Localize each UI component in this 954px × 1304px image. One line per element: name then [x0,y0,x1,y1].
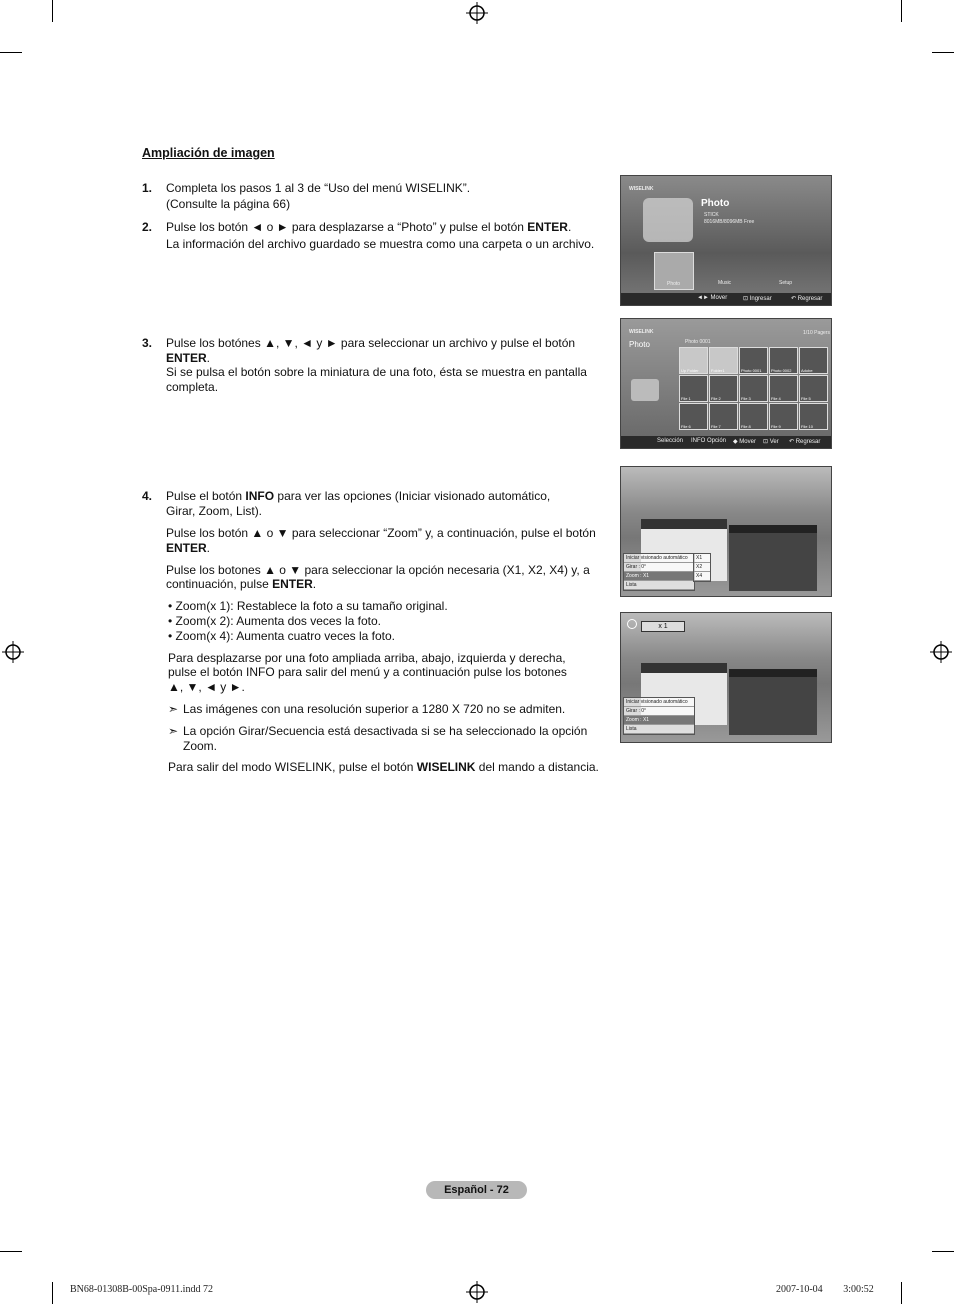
key-name: ENTER [166,351,207,365]
help-enter: ⊡ Ingresar [743,296,772,302]
step-text: Completa los pasos 1 al 3 de “Uso del menú WISELINK”. [166,181,471,195]
thumbnail-tile[interactable] [769,375,798,402]
step-text-part: Pulse el botón [166,489,246,503]
wiselink-logo: WISELINK [629,329,654,335]
house-right [729,525,817,591]
menu-option[interactable]: Lista [624,725,694,734]
thumbnail-tile[interactable] [679,403,708,430]
thumbnail-tile[interactable] [769,347,798,374]
help-bar [621,436,831,448]
menu-option[interactable]: Zoom : X1 [624,572,694,581]
step-text [166,220,571,235]
pan-text: Para desplazarse por una foto ampliada arriba, abajo, izquierda y derecha, [168,651,566,665]
zoom-option[interactable]: X1 [694,554,710,563]
screenshot-wiselink-main [620,175,832,306]
pan-text: ▲, ▼, ◄ y ►. [168,680,245,694]
step-text-part: . [206,541,211,555]
step-number: 3. [142,336,153,350]
crop-mark [0,52,22,53]
help-info: INFO Opción [691,438,727,444]
key-name: WISELINK [416,760,476,774]
menu-option[interactable]: Girar : 0° [624,563,694,572]
step-text: Pulse los botones ▲ o ▼ para seleccionar la opción necesaria (X1, X2, X4) y, a [166,563,590,577]
thumbnail-label: File 10 [801,424,814,429]
screen-title: Photo [701,198,730,209]
house-right [729,669,817,735]
page-indicator: 1/10 Pagers [803,330,830,336]
screenshot-photo-zoom [620,612,832,743]
step-text [166,489,550,504]
thumbnail-tile[interactable] [709,375,738,402]
menu-option[interactable]: Iniciar visionado automático [624,698,694,707]
note-text: La opción Girar/Secuencia está desactivada si se ha seleccionado la opción [183,724,588,738]
note-text: Las imágenes con una resolución superior a 1280 X 720 no se admiten. [183,702,566,716]
crop-mark [932,52,954,53]
registration-mark-icon [930,641,952,663]
crop-mark [901,0,902,22]
step-number: 4. [142,489,153,503]
screenshot-photo-menu [620,466,832,597]
zoom-bullet: • Zoom(x 1): Restablece la foto a su tamaño original. [168,599,448,613]
thumbnail-label: File 9 [771,424,781,429]
crop-mark [932,1251,954,1252]
step-text [166,577,316,592]
info-menu [623,697,695,735]
step-text [166,351,210,366]
thumbnail-tile[interactable] [679,347,708,374]
zoom-indicator: x 1 [641,621,685,632]
thumbnail-label: File 1 [681,396,691,401]
menu-item-label: Setup [779,280,793,286]
key-name: ENTER [272,577,313,591]
step-text-part: . [567,220,572,234]
menu-item-label: Photo [667,281,681,287]
key-name: ENTER [527,220,568,234]
zoom-bullet: • Zoom(x 4): Aumenta cuatro veces la foto. [168,629,395,643]
thumbnail-label: Adobe [801,368,813,373]
menu-option[interactable]: Lista [624,581,694,590]
menu-option[interactable]: Zoom : X1 [624,716,694,725]
step-number: 2. [142,220,153,234]
thumbnail-tile[interactable] [799,347,828,374]
side-title: Photo [629,340,650,349]
step-text: La información del archivo guardado se muestra como una carpeta o un archivo. [166,237,595,251]
step-text: Girar, Zoom, List). [166,504,263,518]
zoom-option[interactable]: X4 [694,572,710,581]
thumbnail-tile[interactable] [799,403,828,430]
menu-option[interactable]: Iniciar visionado automático [624,554,694,563]
key-name: INFO [245,489,275,503]
camera-icon [631,379,659,401]
help-return: ↶ Regresar [791,296,823,302]
zoom-bullet: • Zoom(x 2): Aumenta dos veces la foto. [168,614,381,628]
thumbnail-label: Photo 0001 [741,368,762,373]
step-text [166,541,210,556]
exit-text-part: del mando a distancia. [475,760,599,774]
photo-big-icon [643,198,693,242]
exit-text-part: Para salir del modo WISELINK, pulse el botón [168,760,417,774]
help-select: Selección [657,438,684,444]
crop-mark [0,1251,22,1252]
thumbnail-label: Up Folder [681,368,699,373]
thumbnail-label: File 3 [741,396,751,401]
magnifier-icon [627,619,637,629]
note-arrow-icon: ➣ [168,724,179,738]
thumbnail-label: File 5 [801,396,811,401]
device-free: 8016MB/8096MB Free [704,219,755,225]
step-text: Pulse los botónes ▲, ▼, ◄ y ► para seleccionar un archivo y pulse el botón [166,336,576,350]
note-text: Zoom. [183,739,218,753]
thumbnail-tile[interactable] [799,375,828,402]
crop-mark [52,1282,53,1304]
thumbnail-label: File 7 [711,424,721,429]
crop-mark [52,0,53,22]
step-text-part: para ver las opciones (Iniciar visionado automático, [274,489,551,503]
menu-item-photo[interactable] [654,252,694,290]
step-text-part: continuación, pulse [166,577,273,591]
thumbnail-label: File 2 [711,396,721,401]
help-view: ⊡ Ver [763,439,779,445]
folder-name: Photo 0001 [685,339,711,345]
pan-text: pulse el botón INFO para salir del menú y a continuación pulse los botones [168,665,567,679]
thumbnail-tile[interactable] [709,347,738,374]
step-number: 1. [142,181,153,195]
thumbnail-label: Folder1 [711,368,725,373]
thumbnail-label: File 6 [681,424,691,429]
thumbnail-label: File 8 [741,424,751,429]
step-text: (Consulte la página 66) [166,197,291,211]
registration-mark-icon [466,2,488,24]
thumbnail-tile[interactable] [739,403,768,430]
footer-left: BN68-01308B-00Spa-0911.indd 72 [70,1284,213,1295]
footer-right: 2007-10-04 ￿￿ 3:00:52 [776,1284,874,1295]
zoom-options [693,553,711,582]
thumbnail-grid [679,347,827,433]
help-return: ↶ Regresar [789,439,821,445]
section-title: Ampliación de imagen [142,146,275,160]
help-bar [621,293,831,305]
step-text: Pulse los botón ▲ o ▼ para seleccionar “Zoom” y, a continuación, pulse el botón [166,526,596,540]
thumbnail-label: File 4 [771,396,781,401]
menu-option[interactable]: Girar : 0° [624,707,694,716]
page-label: Español - 72 [426,1181,527,1199]
thumbnail-tile[interactable] [739,375,768,402]
info-menu [623,553,695,591]
exit-text [168,760,599,775]
note-arrow-icon: ➣ [168,702,179,716]
thumbnail-tile[interactable] [709,403,738,430]
thumbnail-tile[interactable] [769,403,798,430]
thumbnail-label: Photo 0002 [771,368,792,373]
crop-mark [901,1282,902,1304]
step-text-part: . [206,351,211,365]
help-move: ◆ Mover [733,439,756,445]
help-move: ◄► Mover [697,295,728,301]
registration-mark-icon [466,1281,488,1303]
device-name: STICK [704,212,719,218]
step-text-part: . [312,577,317,591]
thumbnail-tile[interactable] [679,375,708,402]
step-text-part: Pulse los botón ◄ o ► para desplazarse a “Photo” y pulse el botón [166,220,528,234]
zoom-option[interactable]: X2 [694,563,710,572]
thumbnail-tile[interactable] [739,347,768,374]
menu-item-label: Music [718,280,732,286]
screenshot-photo-browser [620,318,832,449]
registration-mark-icon [2,641,24,663]
step-text: completa. [166,380,219,394]
step-text: Si se pulsa el botón sobre la miniatura de una foto, ésta se muestra en pantalla [166,365,587,379]
menu-item-music[interactable] [711,254,741,286]
menu-item-setup[interactable] [771,254,801,286]
key-name: ENTER [166,541,207,555]
wiselink-logo: WISELINK [629,186,654,192]
